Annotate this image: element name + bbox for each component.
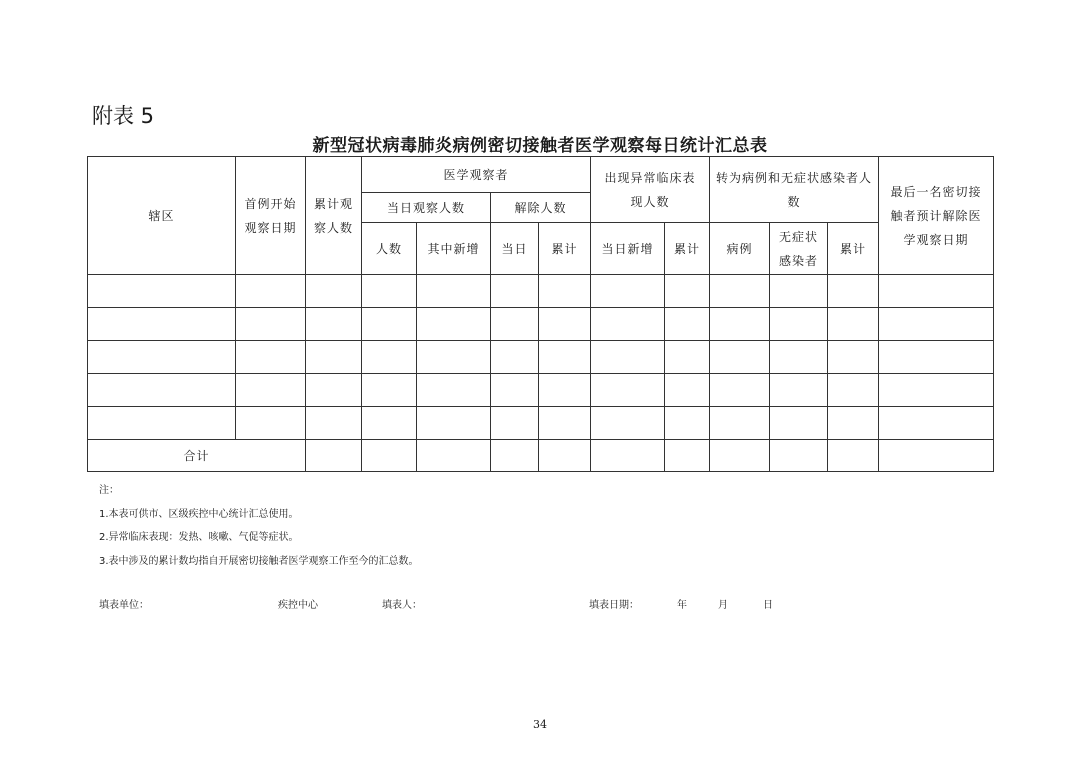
table-cell[interactable] <box>591 308 665 341</box>
table-cell[interactable] <box>491 440 539 472</box>
table-cell[interactable] <box>306 374 362 407</box>
header-asymptomatic: 无症状感染者 <box>770 223 828 275</box>
table-cell[interactable] <box>236 374 306 407</box>
statistics-table <box>87 156 994 472</box>
table-cell[interactable] <box>665 374 710 407</box>
table-cell[interactable] <box>88 374 236 407</box>
table-cell[interactable] <box>362 308 417 341</box>
table-cell[interactable] <box>491 275 539 308</box>
table-cell[interactable] <box>236 407 306 440</box>
table-row <box>88 275 994 308</box>
total-label: 合计 <box>88 440 306 472</box>
table-cell[interactable] <box>879 440 994 472</box>
table-cell[interactable] <box>879 341 994 374</box>
document-title: 新型冠状病毒肺炎病例密切接触者医学观察每日统计汇总表 <box>312 136 768 156</box>
note-heading: 注： <box>99 485 119 496</box>
header-first-obs-date: 首例开始观察日期 <box>236 157 306 275</box>
table-cell[interactable] <box>539 407 591 440</box>
table-cell[interactable] <box>362 440 417 472</box>
table-cell[interactable] <box>362 341 417 374</box>
table-row <box>88 341 994 374</box>
table-cell[interactable] <box>491 407 539 440</box>
table-cell[interactable] <box>539 440 591 472</box>
page-number: 34 <box>533 718 547 731</box>
table-cell[interactable] <box>828 341 879 374</box>
header-district: 辖区 <box>88 157 236 275</box>
table-cell[interactable] <box>417 374 491 407</box>
table-cell[interactable] <box>306 341 362 374</box>
table-cell[interactable] <box>879 374 994 407</box>
table-cell[interactable] <box>710 374 770 407</box>
header-abnormal-cumulative: 累计 <box>665 223 710 275</box>
table-cell[interactable] <box>710 275 770 308</box>
table-cell[interactable] <box>828 440 879 472</box>
table-cell[interactable] <box>539 308 591 341</box>
table-cell[interactable] <box>236 341 306 374</box>
header-med-obs: 医学观察者 <box>362 157 591 193</box>
table-cell[interactable] <box>539 341 591 374</box>
table-cell[interactable] <box>591 341 665 374</box>
table-cell[interactable] <box>828 308 879 341</box>
note-item: 3.表中涉及的累计数均指自开展密切接触者医学观察工作至今的汇总数。 <box>99 555 419 567</box>
table-cell[interactable] <box>770 341 828 374</box>
table-cell[interactable] <box>88 341 236 374</box>
table-cell[interactable] <box>879 308 994 341</box>
table-cell[interactable] <box>828 275 879 308</box>
table-cell[interactable] <box>539 374 591 407</box>
header-cumulative: 累计 <box>539 223 591 275</box>
table-cell[interactable] <box>491 374 539 407</box>
table-cell[interactable] <box>665 440 710 472</box>
table-cell[interactable] <box>828 374 879 407</box>
header-cases: 病例 <box>710 223 770 275</box>
table-cell[interactable] <box>362 407 417 440</box>
note-item: 2.异常临床表现：发热、咳嗽、气促等症状。 <box>99 532 299 543</box>
day-label: 日 <box>763 600 773 611</box>
table-cell[interactable] <box>362 275 417 308</box>
header-converted: 转为病例和无症状感染者人数 <box>710 157 879 223</box>
table-cell[interactable] <box>417 308 491 341</box>
table-cell[interactable] <box>417 440 491 472</box>
table-cell[interactable] <box>591 407 665 440</box>
table-cell[interactable] <box>491 341 539 374</box>
unit-label: 填表单位： <box>99 600 149 611</box>
table-cell[interactable] <box>879 275 994 308</box>
table-cell[interactable] <box>665 341 710 374</box>
year-label: 年 <box>677 600 687 611</box>
table-cell[interactable] <box>710 440 770 472</box>
table-cell[interactable] <box>306 275 362 308</box>
table-cell[interactable] <box>828 407 879 440</box>
table-row <box>88 374 994 407</box>
table-cell[interactable] <box>88 275 236 308</box>
header-today-new: 当日新增 <box>591 223 665 275</box>
table-row <box>88 308 994 341</box>
cdc-label: 疾控中心 <box>278 600 318 611</box>
table-cell[interactable] <box>417 275 491 308</box>
header-persons: 人数 <box>362 223 417 275</box>
table-cell[interactable] <box>236 308 306 341</box>
table-cell[interactable] <box>539 275 591 308</box>
header-released: 解除人数 <box>491 193 591 223</box>
table-cell[interactable] <box>306 440 362 472</box>
header-converted-cumulative: 累计 <box>828 223 879 275</box>
notes <box>99 484 419 578</box>
table-cell[interactable] <box>710 341 770 374</box>
table-row <box>88 407 994 440</box>
table-cell[interactable] <box>710 308 770 341</box>
annex-label: 附表 5 <box>92 104 155 128</box>
filler-label: 填表人： <box>382 600 422 611</box>
total-row <box>88 440 994 472</box>
date-label: 填表日期： <box>589 600 639 611</box>
table-cell[interactable] <box>591 374 665 407</box>
table-cell[interactable] <box>236 275 306 308</box>
note-item: 1.本表可供市、区级疾控中心统计汇总使用。 <box>99 508 299 520</box>
table-cell[interactable] <box>710 407 770 440</box>
table-cell[interactable] <box>770 275 828 308</box>
table-cell[interactable] <box>491 308 539 341</box>
table-cell[interactable] <box>665 308 710 341</box>
table-cell[interactable] <box>362 374 417 407</box>
table-cell[interactable] <box>591 440 665 472</box>
table-cell[interactable] <box>88 308 236 341</box>
header-today: 当日 <box>491 223 539 275</box>
table-cell[interactable] <box>417 341 491 374</box>
table-cell[interactable] <box>879 407 994 440</box>
table-cell[interactable] <box>306 407 362 440</box>
header-of-which-new: 其中新增 <box>417 223 491 275</box>
header-today-obs: 当日观察人数 <box>362 193 491 223</box>
table-cell[interactable] <box>665 275 710 308</box>
table-cell[interactable] <box>417 407 491 440</box>
table-cell[interactable] <box>591 275 665 308</box>
table-cell[interactable] <box>770 374 828 407</box>
header-last-release: 最后一名密切接触者预计解除医学观察日期 <box>879 157 994 275</box>
header-abnormal: 出现异常临床表现人数 <box>591 157 710 223</box>
table-cell[interactable] <box>88 407 236 440</box>
table-cell[interactable] <box>306 308 362 341</box>
header-cumulative-obs: 累计观察人数 <box>306 157 362 275</box>
table-cell[interactable] <box>770 308 828 341</box>
table-cell[interactable] <box>665 407 710 440</box>
month-label: 月 <box>718 600 728 611</box>
table-cell[interactable] <box>770 407 828 440</box>
table-cell[interactable] <box>770 440 828 472</box>
